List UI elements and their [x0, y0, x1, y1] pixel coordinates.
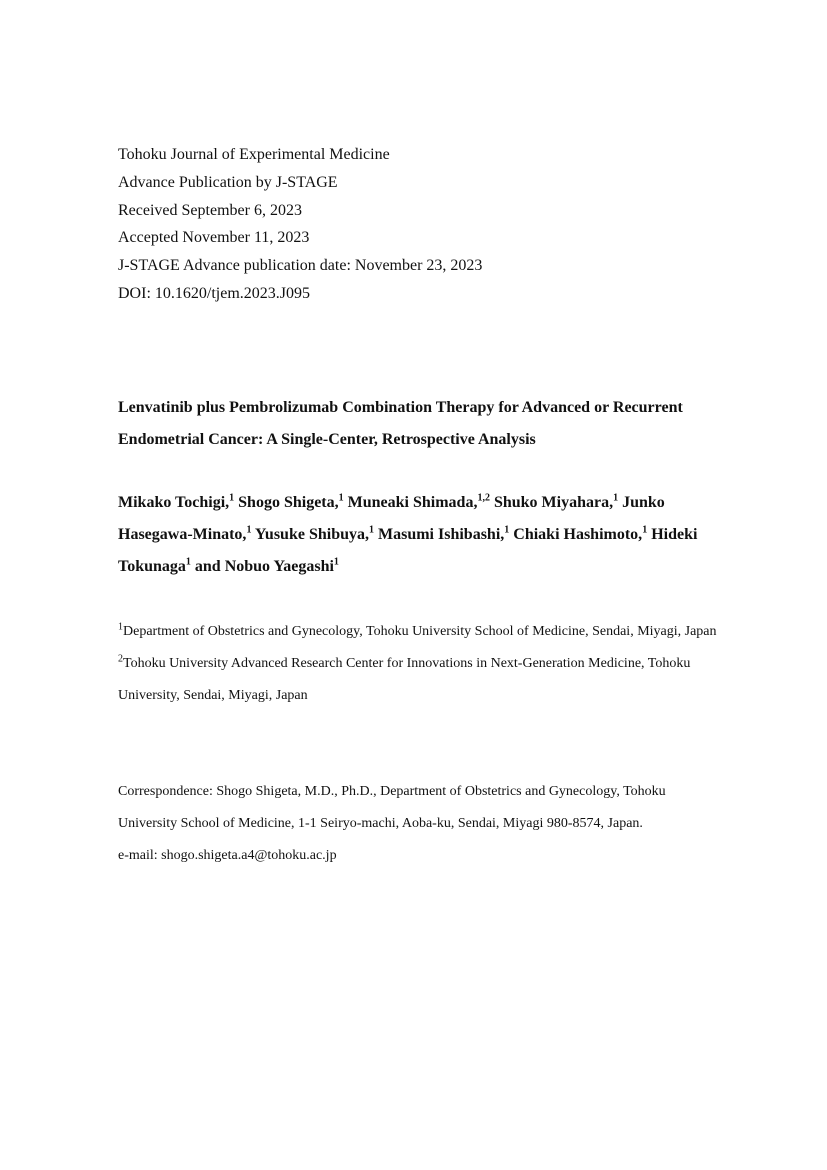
- author-affiliation-marker: 1: [642, 524, 648, 536]
- paper-title: Lenvatinib plus Pembrolizumab Combination Therapy for Advanced or Recurrent Endometrial Cancer: A Single-Center, Retrospective Analysis: [118, 399, 683, 448]
- author-affiliation-marker: 1: [185, 556, 191, 568]
- affiliation-number: 2: [118, 653, 123, 665]
- author-name: and Nobuo Yaegashi: [194, 558, 334, 575]
- author-name: Yusuke Shibuya,: [254, 526, 369, 543]
- journal-name: Tohoku Journal of Experimental Medicine: [118, 146, 390, 163]
- author-name: Shuko Miyahara,: [493, 494, 614, 511]
- advance-publication-line: Advance Publication by J-STAGE: [118, 173, 338, 191]
- author-name: Junko Hasegawa-Minato,: [118, 494, 665, 543]
- affiliations: [118, 616, 728, 711]
- affiliation-text: Department of Obstetrics and Gynecology, Tohoku University School of Medicine, Sendai, Miyagi, Japan: [123, 624, 717, 639]
- author-affiliation-marker: 1: [613, 492, 619, 504]
- author-affiliation-marker: 1: [246, 524, 252, 536]
- publication-info: [118, 141, 482, 308]
- author-affiliation-marker: 1: [504, 524, 510, 536]
- advance-publication-date: J-STAGE Advance publication date: November 23, 2023: [118, 257, 483, 275]
- author-affiliation-marker: 1: [229, 492, 235, 504]
- received-date: Received September 6, 2023: [118, 201, 302, 219]
- author-name: Muneaki Shimada,: [347, 494, 478, 511]
- author-affiliation-marker: 1: [369, 524, 374, 536]
- affiliation: [118, 648, 728, 712]
- author-name: Chiaki Hashimoto,: [513, 526, 643, 543]
- author-name: Mikako Tochigi,: [118, 494, 230, 511]
- author-name: Shogo Shigeta,: [238, 494, 339, 511]
- doi: DOI: 10.1620/tjem.2023.J095: [118, 284, 310, 302]
- accepted-date: Accepted November 11, 2023: [118, 229, 310, 247]
- correspondence-address: Correspondence: Shogo Shigeta, M.D., Ph.D., Department of Obstetrics and Gynecology, Tohoku University School of Medicine, 1-1 Seiryo-machi, Aoba-ku, Sendai, Miyagi 980-8574, Japan.: [118, 784, 666, 831]
- author-list: [118, 487, 728, 583]
- correspondence: [118, 776, 718, 872]
- author-name: Masumi Ishibashi,: [378, 526, 505, 543]
- affiliation-text: Tohoku University Advanced Research Center for Innovations in Next-Generation Medicine, Tohoku University, Sendai, Miyagi, Japan: [118, 655, 691, 703]
- affiliation: [118, 616, 728, 648]
- author-affiliation-marker: 1: [338, 492, 344, 504]
- author-affiliation-marker: 1,2: [477, 492, 490, 504]
- author-affiliation-marker: 1: [333, 556, 339, 568]
- author-name: Hideki Tokunaga: [118, 526, 698, 575]
- affiliation-number: 1: [118, 621, 123, 633]
- correspondence-email: e-mail: shogo.shigeta.a4@tohoku.ac.jp: [118, 848, 337, 863]
